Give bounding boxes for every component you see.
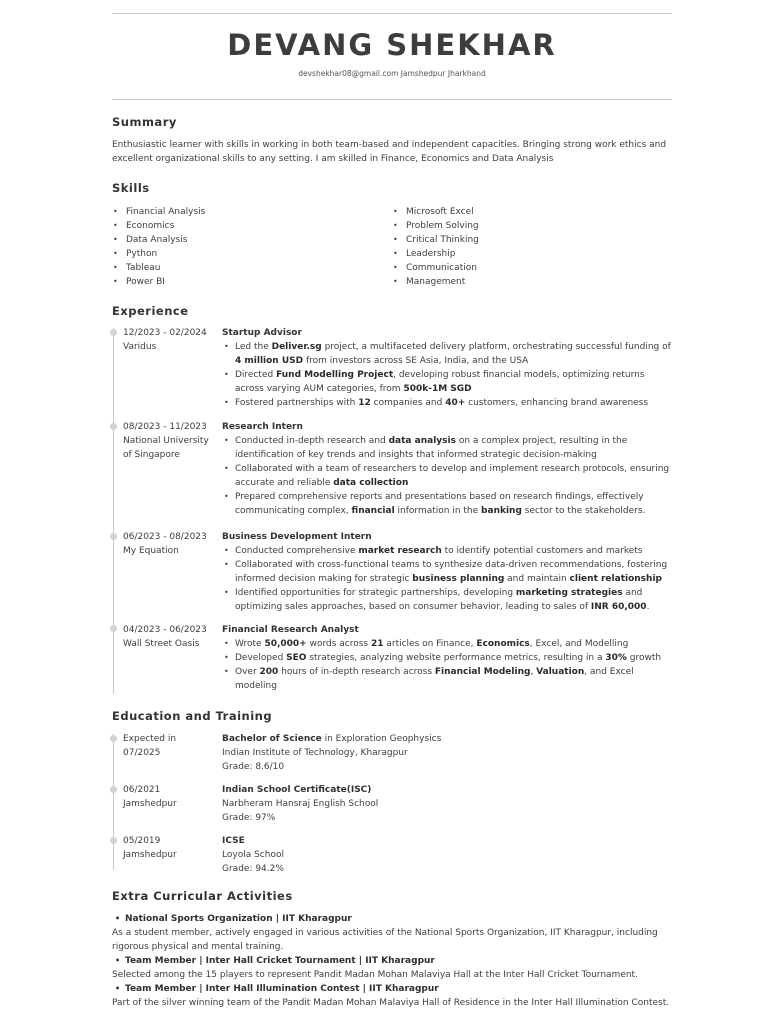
degree-field: in Exploration Geophysics — [321, 734, 442, 744]
skill-item: • Tableau — [113, 261, 205, 275]
education-grade: Grade: 97% — [222, 813, 276, 823]
experience-dates: 12/2023 - 02/2024 — [123, 328, 207, 338]
experience-title: Research Intern — [222, 422, 303, 432]
bullet-item: • Collaborated with cross-functional teams to synthesize data-driven recommendations, fostering informed decision making for strategic business planning and maintain client relationship — [222, 558, 672, 586]
education-grade: Grade: 94.2% — [222, 864, 284, 874]
skill-item: • Power BI — [113, 275, 205, 289]
activity-heading: • Team Member | Inter Hall Illumination Contest | IIT Kharagpur — [112, 982, 672, 996]
timeline-dot — [110, 533, 117, 540]
bullet-item: • Wrote 50,000+ words across 21 articles on Finance, Economics, Excel, and Modelling — [222, 637, 672, 651]
top-rule — [112, 13, 672, 14]
experience-title: Startup Advisor — [222, 328, 302, 338]
activity-text: Part of the silver winning team of the Pandit Madan Mohan Malaviya Hall of Residence in the Inter Hall Illumination Contest. — [112, 998, 670, 1008]
skill-item: • Problem Solving — [393, 219, 479, 233]
bullet-item: • Developed SEO strategies, analyzing website performance metrics, resulting in a 30% growth — [222, 651, 672, 665]
skill-item: • Leadership — [393, 247, 479, 261]
timeline-dot — [110, 625, 117, 632]
experience-org: My Equation — [123, 546, 179, 556]
experience-bullets — [222, 637, 672, 693]
education-grade: Grade: 8.6/10 — [222, 762, 285, 772]
education-when: 06/2021 — [123, 785, 161, 795]
experience-dates: 08/2023 - 11/2023 — [123, 422, 207, 432]
timeline-dot — [110, 837, 117, 844]
activity-heading: • National Sports Organization | IIT Kharagpur — [112, 912, 672, 926]
education-timeline — [113, 734, 114, 870]
experience-org: Varidus — [123, 342, 157, 352]
bullet-item: • Directed Fund Modelling Project, developing robust financial models, optimizing returns across varying AUM categories, from 500k-1M SGD — [222, 368, 672, 396]
education-where: Jamshedpur — [123, 799, 177, 809]
extra-heading: Extra Curricular Activities — [112, 889, 293, 903]
education-where: Jamshedpur — [123, 850, 177, 860]
experience-org: Wall Street Oasis — [123, 639, 200, 649]
summary-heading: Summary — [112, 115, 177, 129]
bullet-item: • Fostered partnerships with 12 companies and 40+ customers, enhancing brand awareness — [222, 396, 672, 410]
skill-item: • Data Analysis — [113, 233, 205, 247]
experience-bullets — [222, 544, 672, 614]
bullet-item: • Led the Deliver.sg project, a multifaceted delivery platform, orchestrating successful funding of 4 million USD from investors across SE Asia, India, and the USA — [222, 340, 672, 368]
education-degree — [222, 732, 672, 746]
education-when: 05/2019 — [123, 836, 161, 846]
bullet-item: • Identified opportunities for strategic partnerships, developing marketing strategies and optimizing sales approaches, based on consumer behavior, leading to sales of INR 60,000. — [222, 586, 672, 614]
skills-list-right — [393, 205, 479, 289]
activity-text: Selected among the 15 players to represent Pandit Madan Mohan Malaviya Hall at the Inter Hall Cricket Tournament. — [112, 970, 638, 980]
header-divider — [112, 99, 672, 100]
skill-item: • Economics — [113, 219, 205, 233]
activity-heading: • Team Member | Inter Hall Cricket Tournament | IIT Kharagpur — [112, 954, 672, 968]
timeline-dot — [110, 786, 117, 793]
bullet-item: • Over 200 hours of in-depth research across Financial Modeling, Valuation, and Excel modeling — [222, 665, 672, 693]
bullet-item: • Conducted comprehensive market research to identify potential customers and markets — [222, 544, 672, 558]
extra-list — [112, 912, 672, 1010]
skill-item: • Financial Analysis — [113, 205, 205, 219]
summary-text: Enthusiastic learner with skills in working in both team-based and independent capacities. Bringing strong work ethics and excellent organizational skills to any setting. I am skilled in Finance, Economics and Data Analysis — [112, 140, 667, 164]
education-school: Narbheram Hansraj English School — [222, 799, 379, 809]
skills-list-left — [113, 205, 205, 289]
skills-heading: Skills — [112, 181, 150, 195]
bullet-item: • Collaborated with a team of researchers to develop and implement research protocols, ensuring accurate and reliable data collection — [222, 462, 672, 490]
experience-timeline — [113, 328, 114, 694]
skill-item: • Critical Thinking — [393, 233, 479, 247]
timeline-dot — [110, 735, 117, 742]
experience-heading: Experience — [112, 304, 189, 318]
skill-item: • Communication — [393, 261, 479, 275]
experience-bullets — [222, 340, 672, 410]
skill-item: • Management — [393, 275, 479, 289]
experience-dates: 04/2023 - 06/2023 — [123, 625, 207, 635]
skill-item: • Python — [113, 247, 205, 261]
education-heading: Education and Training — [112, 709, 273, 723]
experience-title: Business Development Intern — [222, 532, 372, 542]
timeline-dot — [110, 329, 117, 336]
experience-title: Financial Research Analyst — [222, 625, 359, 635]
bullet-item: • Prepared comprehensive reports and presentations based on research findings, effectively communicating complex, financial information in the banking sector to the stakeholders. — [222, 490, 672, 518]
degree-name: Indian School Certificate(ISC) — [222, 785, 372, 795]
activity-text: As a student member, actively engaged in various activities of the National Sports Organization, IIT Kharagpur, including rigorous physical and mental training. — [112, 928, 658, 952]
degree-name: Bachelor of Science — [222, 734, 322, 744]
degree-name: ICSE — [222, 836, 245, 846]
candidate-name: DEVANG SHEKHAR — [227, 28, 557, 62]
education-when: Expected in 07/2025 — [123, 734, 177, 758]
experience-bullets — [222, 434, 672, 518]
experience-dates: 06/2023 - 08/2023 — [123, 532, 207, 542]
skill-item: • Microsoft Excel — [393, 205, 479, 219]
contact-line: devshekhar08@gmail.com Jamshedpur Jharkhand — [298, 69, 486, 78]
bullet-item: • Conducted in-depth research and data analysis on a complex project, resulting in the identification of key trends and insights that informed strategic decision-making — [222, 434, 672, 462]
education-school: Loyola School — [222, 850, 284, 860]
experience-org: National University of Singapore — [123, 436, 209, 460]
education-school: Indian Institute of Technology, Kharagpur — [222, 748, 408, 758]
timeline-dot — [110, 423, 117, 430]
